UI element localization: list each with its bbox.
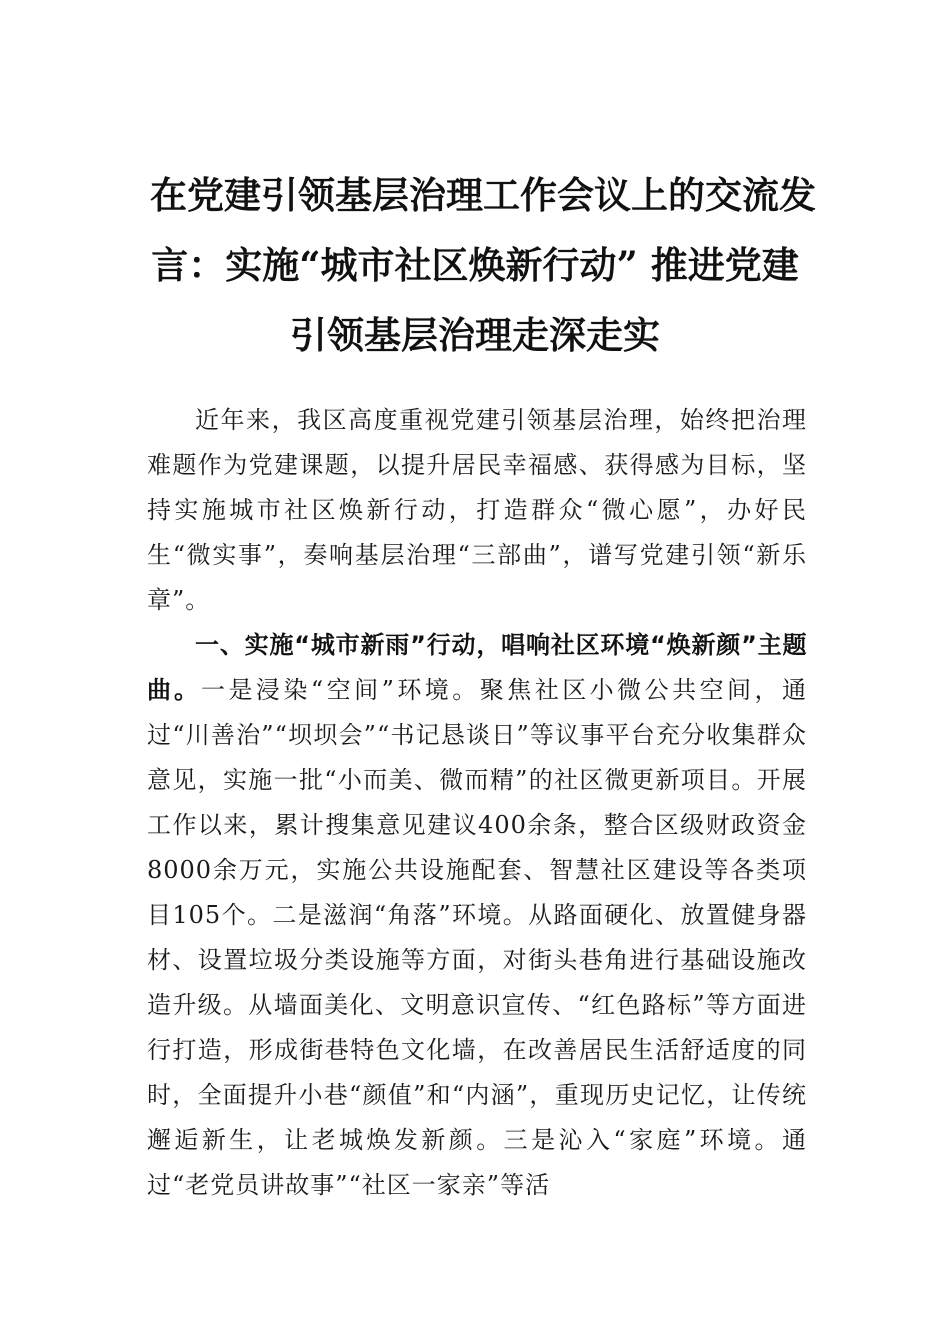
title-line-3: 引领基层治理走深走实 bbox=[290, 313, 660, 357]
document-title bbox=[150, 160, 816, 370]
intro-paragraph: 近年来，我区高度重视党建引领基层治理，始终把治理难题作为党建课题，以提升居民幸福感、获得感为目标，坚持实施城市社区焕新行动，打造群众“微心愿”，办好民生“微实事”，奏响基层治理“三部曲”，谱写党建引领“新乐章”。 bbox=[147, 406, 807, 614]
title-line-1: 在党建引领基层治理工作会议上的交流发 bbox=[150, 173, 816, 217]
section-1-paragraph bbox=[147, 623, 807, 1208]
section-1-body: 一是浸染“空间”环境。聚焦社区小微公共空间，通过“川善治”“坝坝会”“书记恳谈日”等议事平台充分收集群众意见，实施一批“小而美、微而精”的社区微更新项目。开展工作以来，累计搜集意见建议400余条，整合区级财政资金8000余万元，实施公共设施配套、智慧社区建设等各类项目105个。二是滋润“角落”环境。从路面硬化、放置健身器材、设置垃圾分类设施等方面，对街头巷角进行基础设施改造升级。从墙面美化、文明意识宣传、“红色路标”等方面进行打造，形成街巷特色文化墙，在改善居民生活舒适度的同时，全面提升小巷“颜值”和“内涵”，重现历史记忆，让传统邂逅新生，让老城焕发新颜。三是沁入“家庭”环境。通过“老党员讲故事”“社区一家亲”等活 bbox=[147, 676, 808, 1199]
section-1-heading: 一、实施“城市新雨”行动，唱响社区环境“焕新颜”主题曲。 bbox=[147, 631, 807, 704]
title-line-2: 言：实施“城市社区焕新行动” 推进党建 bbox=[151, 243, 799, 287]
document-body bbox=[147, 398, 807, 1208]
